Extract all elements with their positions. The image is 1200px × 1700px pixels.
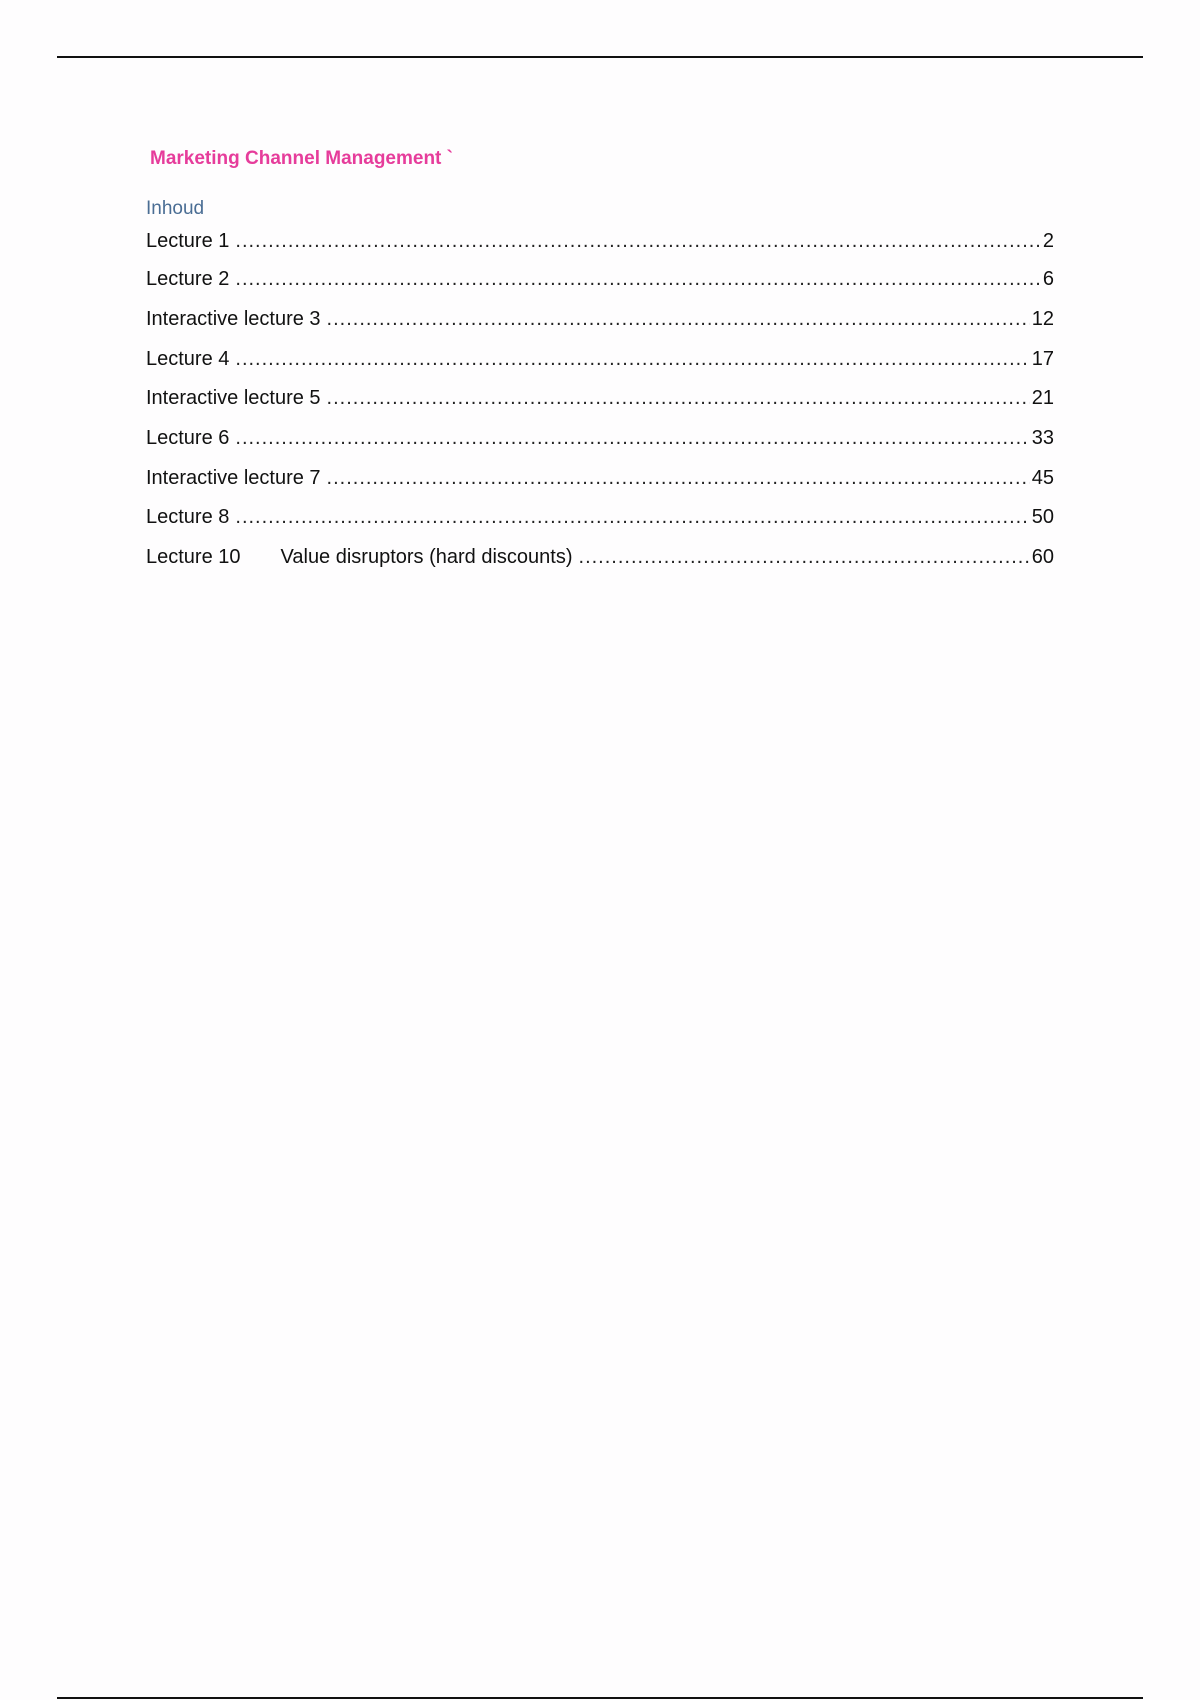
toc-entry-label: Interactive lecture 5 [146, 387, 321, 409]
toc-heading: Inhoud [146, 198, 205, 219]
toc-entry-label: Interactive lecture 3 [146, 308, 321, 330]
page-bottom-rule [57, 1697, 1143, 1699]
toc-entry-page: 12 [1031, 308, 1054, 330]
page-top-rule [57, 56, 1143, 58]
toc-entry-label: Lecture 1 [146, 230, 230, 252]
toc-entry-label: Lecture 10 [146, 546, 241, 568]
toc-entry-label: Lecture 2 [146, 268, 230, 290]
toc-entry[interactable] [146, 306, 1054, 332]
toc-dot-leader [579, 544, 1030, 570]
toc-entry[interactable] [146, 425, 1054, 451]
toc-entry-label: Lecture 8 [146, 506, 230, 528]
toc-dot-leader [235, 346, 1029, 372]
toc-dot-leader [235, 425, 1029, 451]
toc-entry[interactable] [146, 465, 1054, 491]
toc-entry-page: 45 [1031, 467, 1054, 489]
toc-entry[interactable] [146, 544, 1054, 570]
toc-entry-page: 6 [1042, 268, 1054, 290]
toc-dot-leader [327, 306, 1030, 332]
toc-entry-page: 21 [1031, 387, 1054, 409]
toc-entry-subtitle: Value disruptors (hard discounts) [280, 546, 573, 568]
document-title: Marketing Channel Management ` [150, 148, 453, 169]
toc-entry[interactable] [146, 266, 1054, 292]
toc-dot-leader [235, 228, 1040, 254]
toc-entry-page: 17 [1031, 348, 1054, 370]
toc-entry-page: 50 [1031, 506, 1054, 528]
toc-entry[interactable] [146, 385, 1054, 411]
toc-entry-label: Interactive lecture 7 [146, 467, 321, 489]
toc-entry-page: 2 [1042, 230, 1054, 252]
toc-dot-leader [235, 266, 1040, 292]
toc-entry[interactable] [146, 228, 1054, 254]
toc-entry-label: Lecture 6 [146, 427, 230, 449]
toc-dot-leader [235, 504, 1029, 530]
toc-entry[interactable] [146, 346, 1054, 372]
toc-entry-label: Lecture 4 [146, 348, 230, 370]
toc-dot-leader [327, 385, 1030, 411]
toc-entry-page: 60 [1031, 546, 1054, 568]
toc-entry-page: 33 [1031, 427, 1054, 449]
toc-dot-leader [327, 465, 1030, 491]
toc-entry[interactable] [146, 504, 1054, 530]
